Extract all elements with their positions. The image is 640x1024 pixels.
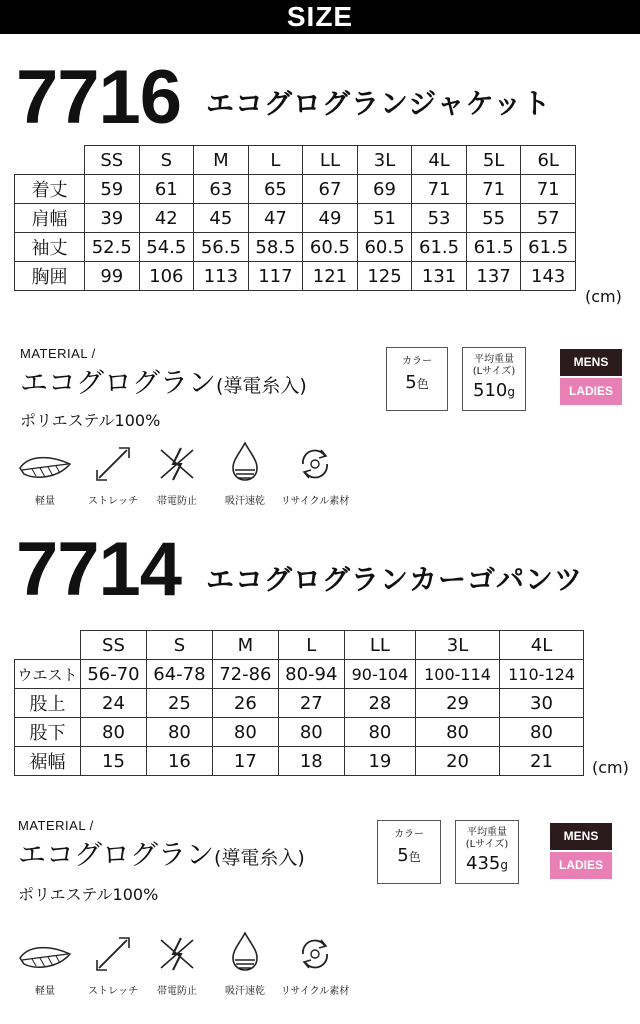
table-corner [15, 146, 85, 175]
table-cell: 59 [85, 175, 140, 204]
measurement-label: 肩幅 [15, 204, 85, 233]
table-cell: 71 [412, 175, 467, 204]
table-cell: 18 [278, 747, 344, 776]
material-label: MATERIAL / [20, 346, 96, 361]
table-cell: 67 [303, 175, 358, 204]
weight-box: 平均重量 (Lサイズ) 435g [455, 820, 519, 884]
table-cell: 51 [357, 204, 412, 233]
feature-item [142, 442, 212, 507]
table-cell: 27 [278, 689, 344, 718]
table-cell: 117 [248, 262, 303, 291]
table-cell: 71 [466, 175, 521, 204]
antistatic-icon [142, 442, 212, 484]
table-cell: 106 [139, 262, 194, 291]
color-count-box: カラー 5色 [377, 820, 441, 884]
sweat-drop-icon [210, 442, 280, 484]
table-cell: 28 [344, 689, 415, 718]
ladies-badge: LADIES [550, 852, 612, 879]
table-row [15, 718, 584, 747]
table-cell: 49 [303, 204, 358, 233]
table-cell: 121 [303, 262, 358, 291]
material-name: エコグログラン(導電糸入) [18, 838, 305, 871]
weight-box: 平均重量 (Lサイズ) 510g [462, 347, 526, 411]
size-column-header: 3L [416, 631, 500, 660]
table-cell: 61 [139, 175, 194, 204]
color-count-box: カラー 5色 [386, 347, 448, 411]
size-column-header: LL [303, 146, 358, 175]
table-cell: 53 [412, 204, 467, 233]
feature-item [78, 442, 148, 507]
table-cell: 80 [146, 718, 212, 747]
size-column-header: 4L [500, 631, 584, 660]
table-cell: 21 [500, 747, 584, 776]
table-cell: 137 [466, 262, 521, 291]
feature-label: リサイクル素材 [280, 986, 350, 997]
table-cell: 80 [278, 718, 344, 747]
table-cell: 143 [521, 262, 576, 291]
table-cell: 113 [194, 262, 249, 291]
material-note: (導電糸入) [214, 847, 305, 869]
table-cell: 20 [416, 747, 500, 776]
table-cell: 64-78 [146, 660, 212, 689]
size-column-header: M [194, 146, 249, 175]
feature-item [210, 932, 280, 997]
size-column-header: 4L [412, 146, 467, 175]
size-table [14, 630, 584, 776]
measurement-label: 胸囲 [15, 262, 85, 291]
table-cell: 80 [212, 718, 278, 747]
table-cell: 39 [85, 204, 140, 233]
feather-icon [10, 442, 80, 484]
size-column-header: S [139, 146, 194, 175]
feature-item [280, 442, 350, 507]
feature-item [10, 442, 80, 507]
recycle-icon [280, 442, 350, 484]
table-cell: 29 [416, 689, 500, 718]
mens-badge: MENS [550, 823, 612, 850]
table-cell: 17 [212, 747, 278, 776]
table-cell: 30 [500, 689, 584, 718]
model-number: 7714 [16, 527, 182, 612]
table-cell: 100-114 [416, 660, 500, 689]
feature-label: 軽量 [35, 496, 55, 507]
table-row [15, 660, 584, 689]
size-column-header: 6L [521, 146, 576, 175]
feature-label: 軽量 [35, 986, 55, 997]
feature-label: ストレッチ [88, 496, 138, 507]
material-composition: ポリエステル100% [20, 411, 161, 430]
table-cell: 99 [85, 262, 140, 291]
sweat-drop-icon [210, 932, 280, 974]
table-cell: 42 [139, 204, 194, 233]
table-cell: 71 [521, 175, 576, 204]
table-cell: 60.5 [303, 233, 358, 262]
antistatic-icon [142, 932, 212, 974]
table-cell: 26 [212, 689, 278, 718]
table-cell: 56-70 [81, 660, 147, 689]
table-cell: 58.5 [248, 233, 303, 262]
feature-label: リサイクル素材 [280, 496, 350, 507]
table-cell: 72-86 [212, 660, 278, 689]
table-row [15, 262, 576, 291]
size-table [14, 145, 576, 291]
table-corner [15, 631, 81, 660]
table-cell: 110-124 [500, 660, 584, 689]
table-cell: 80 [500, 718, 584, 747]
table-cell: 24 [81, 689, 147, 718]
feather-icon [10, 932, 80, 974]
table-cell: 69 [357, 175, 412, 204]
size-column-header: L [278, 631, 344, 660]
size-column-header: 3L [357, 146, 412, 175]
recycle-icon [280, 932, 350, 974]
table-cell: 15 [81, 747, 147, 776]
table-cell: 125 [357, 262, 412, 291]
table-cell: 80 [416, 718, 500, 747]
measurement-label: 着丈 [15, 175, 85, 204]
table-cell: 47 [248, 204, 303, 233]
mens-badge: MENS [560, 349, 622, 376]
feature-item [280, 932, 350, 997]
table-row [15, 204, 576, 233]
material-name: エコグログラン(導電糸入) [20, 366, 307, 399]
unit-label: (cm) [592, 758, 629, 777]
product-name: エコグログランカーゴパンツ [206, 563, 584, 596]
product-name: エコグログランジャケット [206, 87, 552, 120]
table-cell: 80 [81, 718, 147, 747]
size-header: SIZE [0, 0, 640, 34]
table-cell: 45 [194, 204, 249, 233]
table-cell: 90-104 [344, 660, 415, 689]
material-note: (導電糸入) [216, 375, 307, 397]
size-column-header: L [248, 146, 303, 175]
table-row [15, 233, 576, 262]
feature-item [10, 932, 80, 997]
size-column-header: SS [85, 146, 140, 175]
table-cell: 61.5 [521, 233, 576, 262]
gender-badges [550, 823, 612, 879]
table-cell: 19 [344, 747, 415, 776]
stretch-arrows-icon [78, 442, 148, 484]
table-row [15, 175, 576, 204]
table-row [15, 747, 584, 776]
table-cell: 25 [146, 689, 212, 718]
measurement-label: 股上 [15, 689, 81, 718]
gender-badges [560, 349, 622, 405]
measurement-label: ウエスト [15, 660, 81, 689]
feature-item [78, 932, 148, 997]
table-cell: 57 [521, 204, 576, 233]
size-column-header: S [146, 631, 212, 660]
material-label: MATERIAL / [18, 818, 94, 833]
table-row [15, 689, 584, 718]
feature-label: 帯電防止 [157, 986, 197, 997]
table-cell: 54.5 [139, 233, 194, 262]
feature-item [142, 932, 212, 997]
size-column-header: 5L [466, 146, 521, 175]
ladies-badge: LADIES [560, 378, 622, 405]
table-cell: 61.5 [466, 233, 521, 262]
feature-item [210, 442, 280, 507]
table-cell: 60.5 [357, 233, 412, 262]
measurement-label: 股下 [15, 718, 81, 747]
size-column-header: SS [81, 631, 147, 660]
material-composition: ポリエステル100% [18, 885, 159, 904]
table-cell: 56.5 [194, 233, 249, 262]
table-cell: 65 [248, 175, 303, 204]
table-cell: 80-94 [278, 660, 344, 689]
table-cell: 63 [194, 175, 249, 204]
table-cell: 131 [412, 262, 467, 291]
measurement-label: 袖丈 [15, 233, 85, 262]
model-number: 7716 [16, 55, 182, 140]
stretch-arrows-icon [78, 932, 148, 974]
table-cell: 16 [146, 747, 212, 776]
feature-label: 吸汗速乾 [225, 496, 265, 507]
table-cell: 52.5 [85, 233, 140, 262]
size-column-header: M [212, 631, 278, 660]
table-cell: 80 [344, 718, 415, 747]
measurement-label: 裾幅 [15, 747, 81, 776]
table-cell: 61.5 [412, 233, 467, 262]
feature-label: 吸汗速乾 [225, 986, 265, 997]
unit-label: (cm) [585, 287, 622, 306]
feature-label: ストレッチ [88, 986, 138, 997]
feature-label: 帯電防止 [157, 496, 197, 507]
table-cell: 55 [466, 204, 521, 233]
size-column-header: LL [344, 631, 415, 660]
